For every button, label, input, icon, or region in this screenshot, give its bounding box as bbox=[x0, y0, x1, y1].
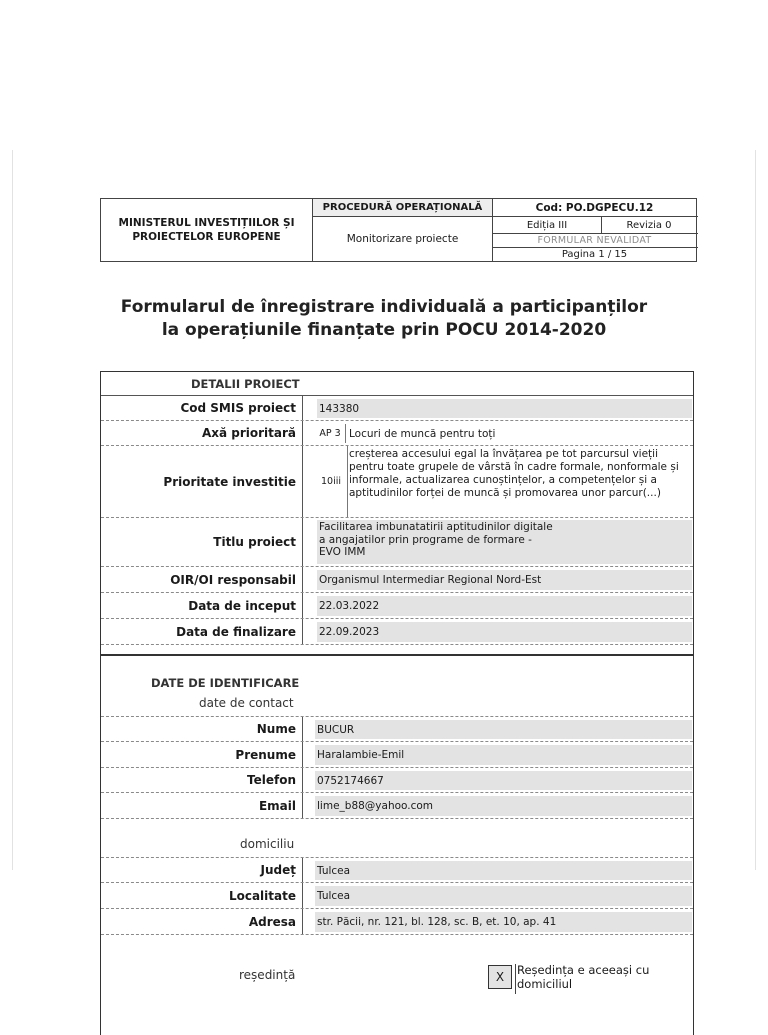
last-name-value: BUCUR bbox=[315, 720, 692, 739]
first-name-value: Haralambie-Emil bbox=[315, 745, 692, 765]
investment-priority-code: 10iii bbox=[315, 446, 348, 517]
email-label: Email bbox=[101, 793, 303, 818]
oir-label: OIR/OI responsabil bbox=[101, 567, 303, 592]
county-row bbox=[101, 857, 693, 883]
priority-axis-code: AP 3 bbox=[315, 424, 346, 443]
form-title bbox=[60, 296, 708, 342]
email-value: lime_b88@yahoo.com bbox=[315, 796, 692, 816]
page-edge-right bbox=[755, 150, 756, 870]
form-title-line-2: la operațiunile finanțate prin POCU 2014-2020 bbox=[161, 320, 607, 340]
document-code: Cod: PO.DGPECU.12 bbox=[535, 201, 654, 214]
page-number: Pagina 1 / 15 bbox=[561, 249, 628, 260]
first-name-label: Prenume bbox=[101, 742, 303, 767]
end-date-value: 22.09.2023 bbox=[317, 622, 692, 642]
form-status: FORMULAR NEVALIDAT bbox=[537, 235, 652, 246]
start-date-value: 22.03.2022 bbox=[317, 596, 692, 616]
procedure-subject: Monitorizare proiecte bbox=[346, 233, 459, 245]
address-row bbox=[101, 909, 693, 935]
address-value: str. Păcii, nr. 121, bl. 128, sc. B, et. 10, ap. 41 bbox=[315, 912, 692, 932]
form-title-line-1: Formularul de înregistrare individuală a participanților bbox=[120, 297, 648, 317]
email-row bbox=[101, 793, 693, 819]
oir-value: Organismul Intermediar Regional Nord-Est bbox=[317, 570, 692, 590]
ministry-name: MINISTERUL INVESTIȚIILOR ȘI PROIECTELOR EUROPENE bbox=[118, 217, 295, 243]
end-date-row bbox=[101, 619, 693, 645]
priority-axis-label: Axă prioritară bbox=[101, 421, 303, 445]
investment-priority-label: Prioritate investitie bbox=[101, 446, 303, 517]
procedure-title: PROCEDURĂ OPERAȚIONALĂ bbox=[313, 199, 492, 216]
phone-value: 0752174667 bbox=[315, 771, 692, 790]
project-title-row bbox=[101, 518, 693, 567]
project-title-line-2: a angajatilor prin programe de formare - bbox=[319, 533, 532, 546]
phone-label: Telefon bbox=[101, 768, 303, 792]
page-edge-left bbox=[12, 150, 13, 870]
residence-subtitle: reședință bbox=[239, 968, 296, 982]
same-residence-label: Reședința e aceeași cu domiciliul bbox=[517, 963, 650, 991]
county-value: Tulcea bbox=[315, 861, 692, 880]
smis-row bbox=[101, 396, 693, 421]
project-title-value bbox=[317, 520, 692, 564]
start-date-row bbox=[101, 593, 693, 619]
address-label: Adresa bbox=[101, 909, 303, 934]
priority-axis-value: Locuri de muncă pentru toți bbox=[349, 427, 496, 440]
phone-row bbox=[101, 768, 693, 793]
investment-priority-value: creșterea accesului egal la învățarea pe tot parcursul vieții pentru toate grupele de vârstă în cadre formale, nonformale și informale, actualizarea cunoștințelor, a competențelor și a aptitudinilor forței de muncă și promovarea unor parcur(...) bbox=[349, 448, 679, 499]
smis-label: Cod SMIS proiect bbox=[101, 396, 303, 420]
first-name-row bbox=[101, 742, 693, 768]
last-name-row bbox=[101, 716, 693, 742]
county-label: Județ bbox=[101, 858, 303, 882]
smis-value: 143380 bbox=[317, 399, 692, 418]
identification-title: DATE DE IDENTIFICARE bbox=[151, 676, 300, 690]
end-date-label: Data de finalizare bbox=[101, 619, 303, 644]
document-header bbox=[100, 198, 697, 262]
same-residence-checkbox[interactable]: X bbox=[488, 965, 512, 989]
contact-subtitle: date de contact bbox=[199, 696, 294, 710]
oir-row bbox=[101, 567, 693, 593]
revision: Revizia 0 bbox=[626, 219, 672, 231]
project-title-line-1: Facilitarea imbunatatirii aptitudinilor digitale bbox=[319, 521, 553, 533]
investment-priority-row bbox=[101, 446, 693, 518]
locality-value: Tulcea bbox=[315, 886, 692, 906]
start-date-label: Data de inceput bbox=[101, 593, 303, 618]
project-details-header-row bbox=[101, 372, 693, 396]
priority-axis-row bbox=[101, 421, 693, 446]
project-details-title: DETALII PROIECT bbox=[191, 377, 300, 391]
edition: Ediția III bbox=[526, 219, 568, 231]
project-title-label: Titlu proiect bbox=[101, 518, 303, 566]
locality-row bbox=[101, 883, 693, 909]
project-title-line-3: EVO IMM bbox=[319, 546, 366, 558]
locality-label: Localitate bbox=[101, 883, 303, 908]
domicile-subtitle: domiciliu bbox=[240, 837, 295, 851]
last-name-label: Nume bbox=[101, 717, 303, 741]
